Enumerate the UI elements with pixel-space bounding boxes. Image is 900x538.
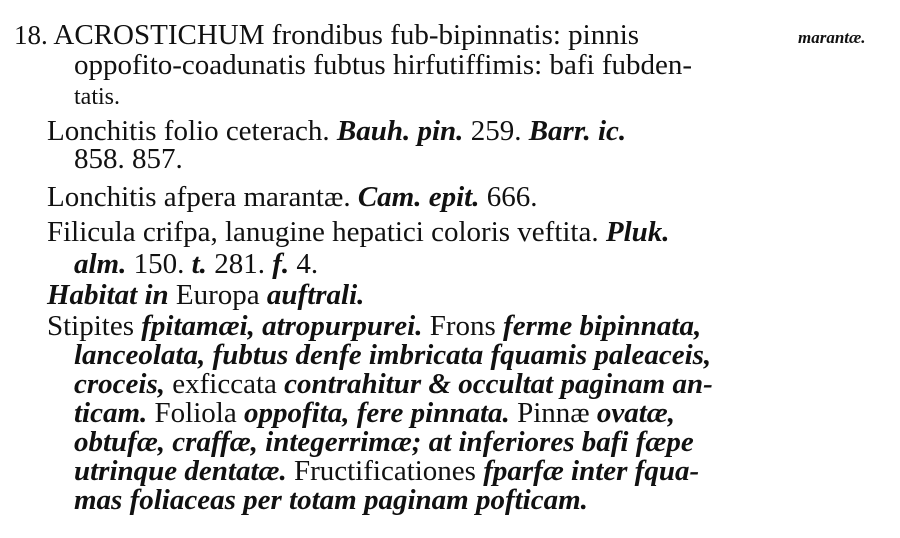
description-text: oppofita, fere pinnata. (243, 397, 510, 429)
synonym-name: Lonchitis folio ceterach. (47, 115, 330, 147)
diagnosis-line-2: oppofito-coadunatis fubtus hirfutiffimis: bafi fubden- (74, 49, 693, 81)
synonym-figure-abbr: f. (272, 248, 290, 280)
habitat-label: Habitat in (47, 279, 169, 311)
synonym-number: 150. (133, 248, 185, 280)
description-term: Frons (429, 310, 496, 342)
habitat-place: Europa (175, 279, 260, 311)
synonym-page: 259. (470, 115, 522, 147)
synonym-page: 666. (486, 181, 538, 213)
diagnosis-line-1: frondibus fub-bipinnatis: pinnis (271, 19, 640, 51)
synonym-citation-cont: alm. (74, 248, 127, 280)
description-line-5: obtufæ, craffæ, integerrimæ; at inferiores bafi fæpe (74, 426, 694, 458)
description-text: utrinque dentatæ. (74, 455, 287, 487)
habitat-line (47, 278, 364, 312)
synonym-number: 4. (296, 248, 319, 280)
diagnosis-line-3: tatis. (74, 84, 120, 110)
description-text: ovatæ, (596, 397, 675, 429)
description-text: contrahitur & occultat paginam an- (284, 368, 713, 400)
synonym-1-continuation: 858. 857. (74, 143, 183, 175)
synonym-citation: Cam. epit. (357, 181, 480, 213)
synonym-3 (47, 215, 670, 249)
description-line-7: mas foliaceas per totam paginam pofticam. (74, 484, 588, 516)
entry-heading-line (14, 18, 639, 52)
description-term: Foliola (154, 397, 237, 429)
habitat-region: auftrali. (266, 279, 365, 311)
description-term: Stipites (47, 310, 135, 342)
genus-name: ACROSTICHUM (53, 19, 265, 51)
synonym-name: Filicula crifpa, lanugine hepatici coloris veftita. (47, 216, 599, 248)
entry-number: 18. (14, 20, 48, 50)
description-text: ticam. (74, 397, 148, 429)
synonym-2 (47, 180, 537, 214)
synonym-table-abbr: t. (191, 248, 207, 280)
synonym-citation: Pluk. (605, 216, 670, 248)
synonym-name: Lonchitis afpera marantæ. (47, 181, 351, 213)
synonym-citation: Bauh. pin. (336, 115, 464, 147)
description-term: Pinnæ (517, 397, 590, 429)
description-line-2: lanceolata, fubtus denfe imbricata fquamis paleaceis, (74, 339, 712, 371)
description-text: ferme bipinnata, (503, 310, 702, 342)
synonym-number: 281. (214, 248, 265, 280)
description-text: croceis, (74, 368, 165, 400)
description-term: Fructificationes (293, 455, 476, 487)
description-text: fpitamæi, atropurpurei. (141, 310, 423, 342)
description-term: exficcata (172, 368, 277, 400)
synonym-citation-2: Barr. ic. (528, 115, 627, 147)
margin-species-name: marantæ. (798, 28, 866, 47)
synonym-3-continuation (74, 247, 318, 281)
description-text: fparfæ inter fqua- (483, 455, 700, 487)
